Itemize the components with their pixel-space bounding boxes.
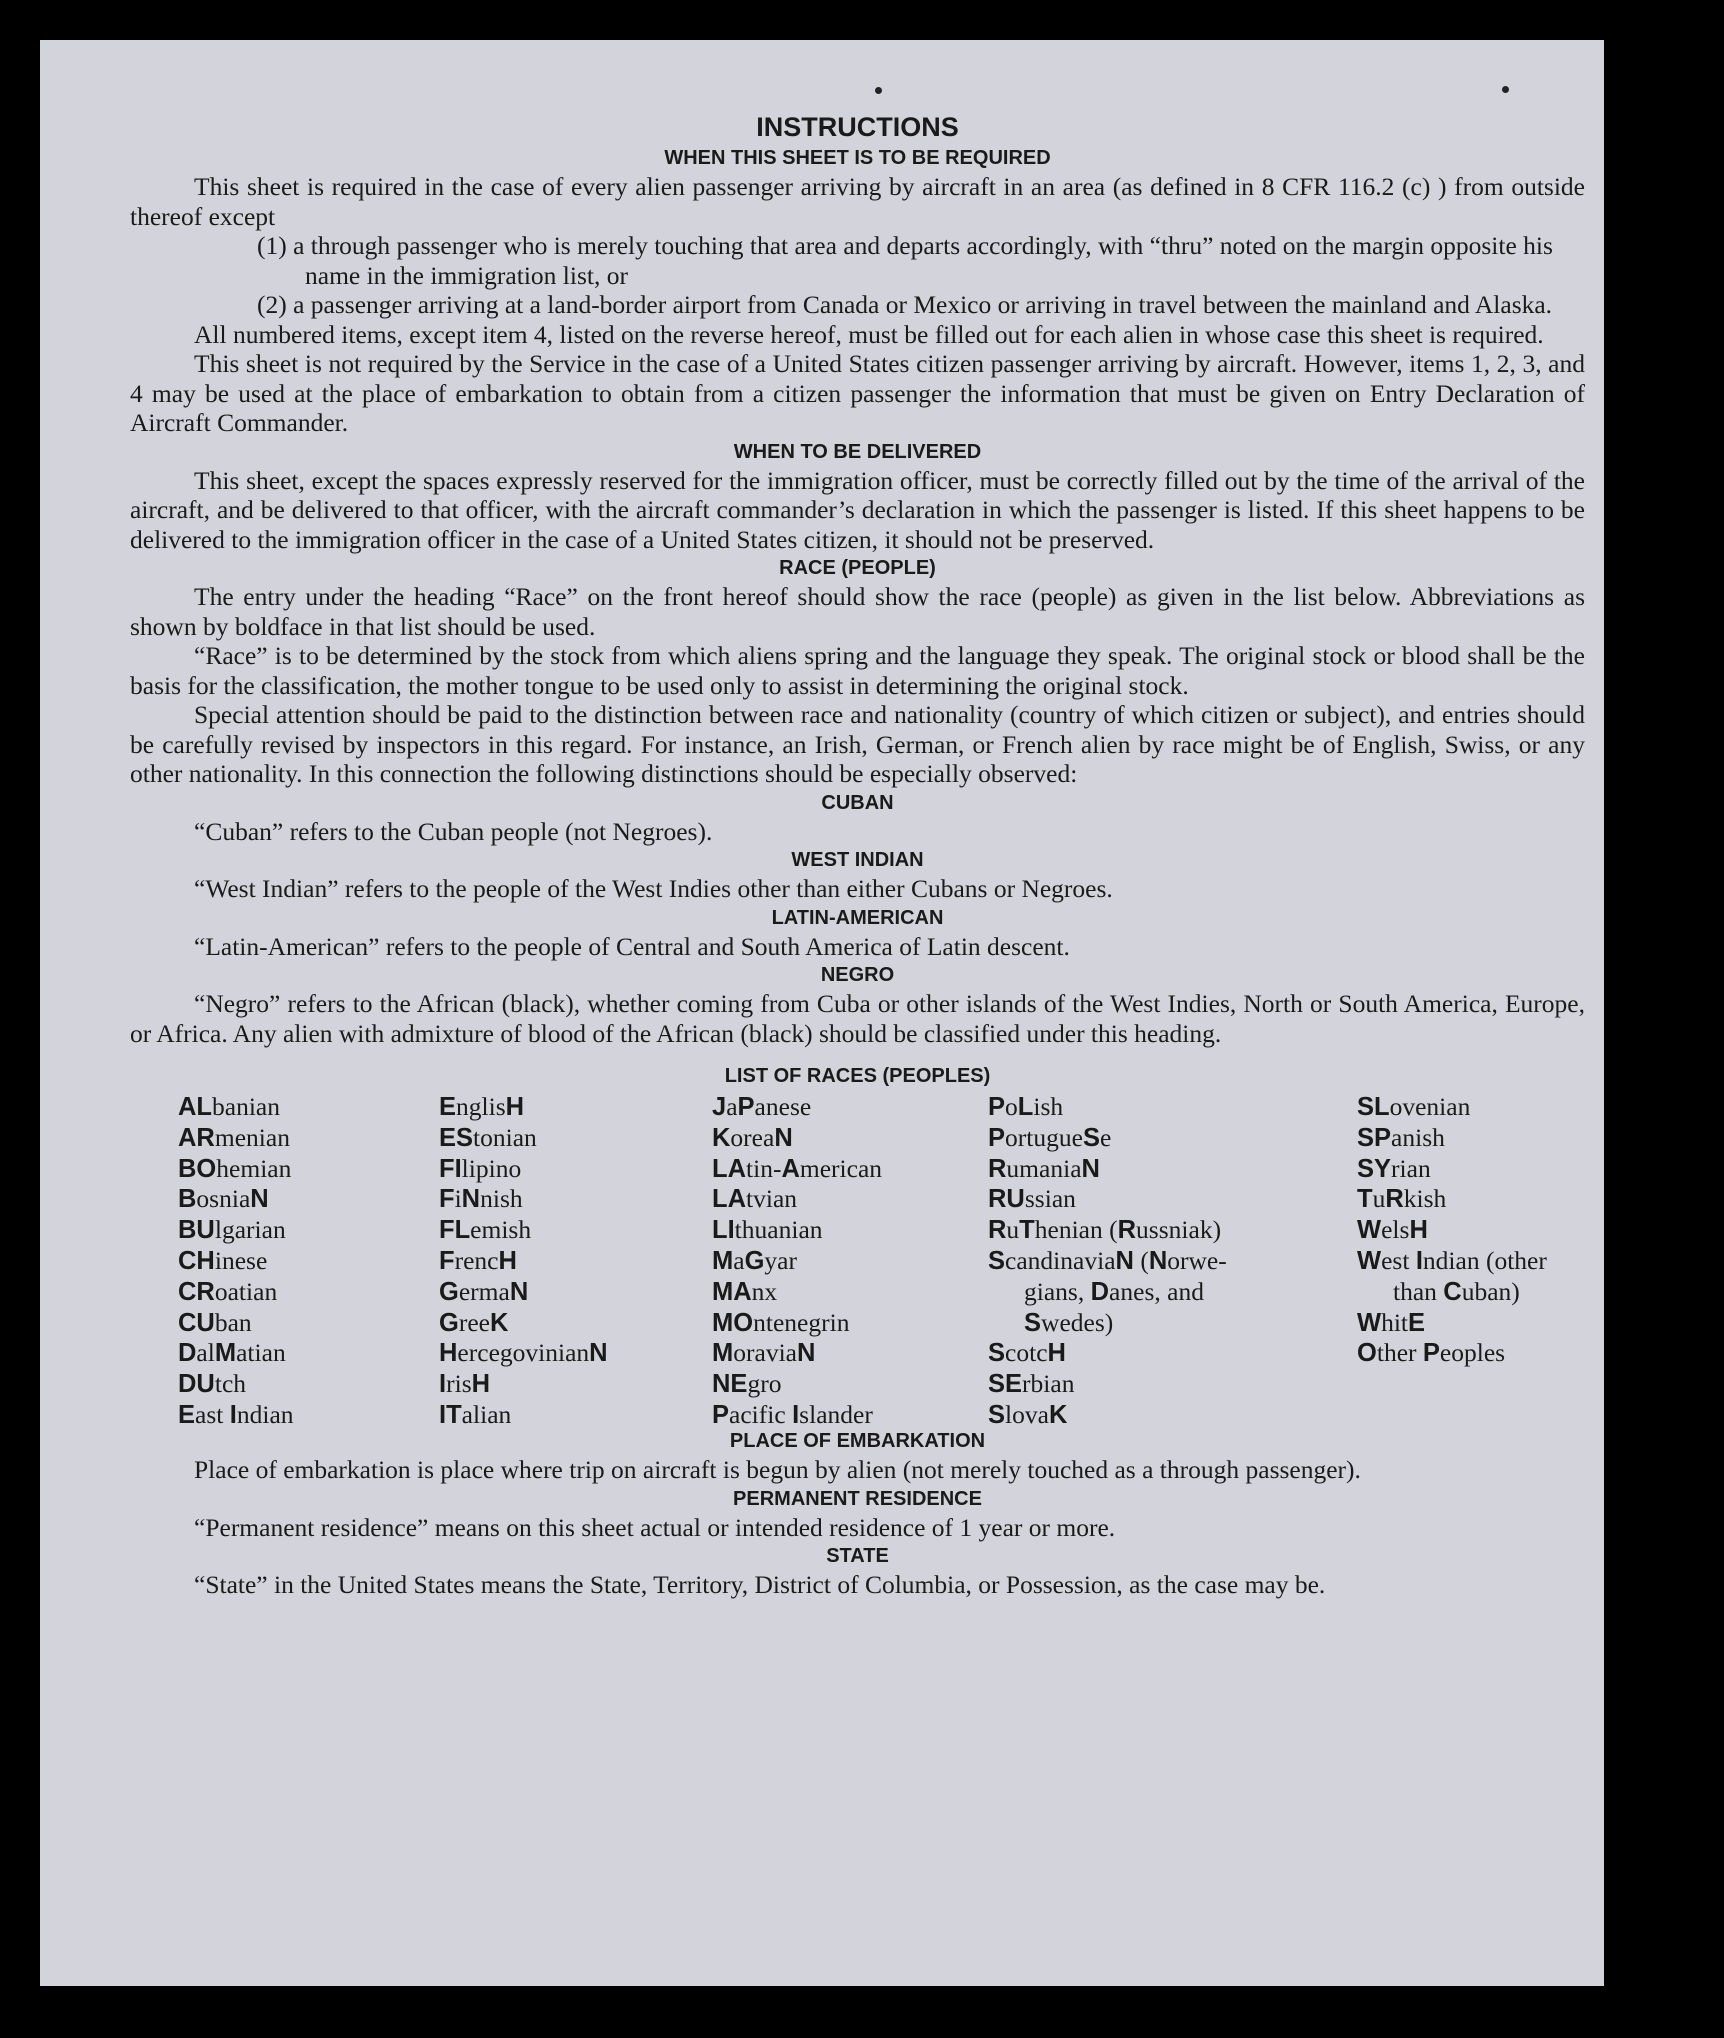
race-entry: Swedes) — [1024, 1307, 1114, 1337]
paragraph: “State” in the United States means the State, Territory, District of Columbia, or Possession, as the case may be. — [194, 1570, 1326, 1599]
race-entry: MOntenegrin — [712, 1307, 850, 1337]
race-entry: SErbian — [988, 1369, 1075, 1399]
race-entry: KoreaN — [712, 1122, 793, 1152]
race-entry: DalMatian — [178, 1338, 286, 1368]
heading-place-of-embarkation: PLACE OF EMBARKATION — [729, 1430, 986, 1452]
paragraph: “Negro” refers to the African (black), whether coming from Cuba or other islands of the West Indies, North or South America, Europe, or Africa. Any alien with admixture of blood of the African (black) should be classified under this heading. — [130, 989, 1585, 1048]
race-entry: GreeK — [439, 1307, 509, 1337]
race-entry: EnglisH — [439, 1092, 525, 1121]
race-column-2 — [439, 1092, 608, 1431]
race-entry: SlovaK — [988, 1399, 1068, 1429]
race-entry: MoraviaN — [712, 1338, 816, 1368]
page-title: INSTRUCTIONS — [756, 112, 959, 142]
race-entry: SYrian — [1357, 1153, 1431, 1183]
paragraph: “West Indian” refers to the people of the West Indies other than either Cubans or Negroes. — [194, 874, 1113, 903]
heading-when-delivered: WHEN TO BE DELIVERED — [733, 440, 982, 463]
race-entry: FIlipino — [439, 1153, 522, 1183]
race-entry: DUtch — [178, 1369, 247, 1399]
race-entry: PortugueSe — [988, 1122, 1112, 1152]
race-entry: ITalian — [439, 1399, 512, 1429]
race-entry: ScotcH — [988, 1338, 1066, 1368]
instructions-content — [130, 110, 1585, 1600]
heading-state: STATE — [826, 1545, 889, 1567]
race-entry: PoLish — [988, 1092, 1064, 1121]
race-entry: SLovenian — [1357, 1092, 1471, 1121]
race-entry: gians, Danes, and — [1024, 1276, 1204, 1306]
race-entry: CHinese — [178, 1245, 268, 1275]
race-entry: ARmenian — [178, 1122, 290, 1152]
paragraph: This sheet, except the spaces expressly reserved for the immigration officer, must be correctly filled out by the time of the arrival of the aircraft, and be delivered to that officer, with the aircraft commander’s declaration in which the passenger is listed. If this sheet happens to be delivered to the immigration officer in the case of a United States citizen, it should not be preserved. — [130, 465, 1585, 554]
paragraph: The entry under the heading “Race” on the front hereof should show the race (people) as given in the list below. Abbreviations as shown by boldface in that list should be used. — [130, 582, 1585, 641]
race-entry: ALbanian — [178, 1092, 280, 1121]
paragraph: This sheet is not required by the Service in the case of a United States citizen passenger arriving by aircraft. However, items 1, 2, 3, and 4 may be used at the place of embarkation to obtain from a citizen passenger the information that must be given on Entry Declaration of Aircraft Commander. — [130, 349, 1585, 437]
heading-list-of-races: LIST OF RACES (PEOPLES) — [724, 1065, 991, 1087]
list-item: (2) a passenger arriving at a land-border airport from Canada or Mexico or arriving in travel between the mainland and Alaska. — [257, 290, 1553, 319]
paragraph: This sheet is required in the case of every alien passenger arriving by aircraft in an area (as defined in 8 CFR 116.2 (c) ) from outside thereof except — [130, 172, 1585, 231]
heading-west-indian: WEST INDIAN — [791, 849, 924, 871]
race-entry: GermaN — [439, 1276, 529, 1306]
speck-mark — [1502, 86, 1509, 93]
list-item: (1) a through passenger who is merely touching that area and departs accordingly, with “thru” noted on the margin opposite his name in the immigration list, or — [257, 231, 1553, 290]
heading-permanent-residence: PERMANENT RESIDENCE — [733, 1487, 982, 1510]
paragraph: “Permanent residence” means on this sheet actual or intended residence of 1 year or more. — [194, 1512, 1116, 1542]
race-entry: WhitE — [1357, 1307, 1426, 1337]
race-entry: LAtvian — [712, 1184, 798, 1214]
heading-cuban: CUBAN — [821, 791, 894, 814]
race-entry: FLemish — [439, 1215, 532, 1245]
race-entry: LIthuanian — [712, 1215, 823, 1245]
race-entry: CRoatian — [178, 1276, 278, 1306]
race-entry: LAtin-American — [712, 1153, 883, 1183]
paragraph: All numbered items, except item 4, listed on the reverse hereof, must be filled out for each alien in whose case this sheet is required. — [194, 319, 1544, 349]
race-entry: FrencH — [439, 1245, 517, 1275]
race-entry: Pacific Islander — [712, 1399, 873, 1429]
document-page — [40, 40, 1604, 1986]
race-list — [130, 1092, 1585, 1427]
race-entry: NEgro — [712, 1369, 782, 1399]
paragraph: Special attention should be paid to the distinction between race and nationality (country of which citizen or subject), and entries should be carefully revised by inspectors in this regard. For instance, an Irish, German, or French alien by race might be of English, Swiss, or any other nationality. In this connection the following distinctions should be especially observed: — [130, 700, 1585, 788]
heading-negro: NEGRO — [820, 964, 895, 986]
paragraph: “Latin-American” refers to the people of Central and South America of Latin descent. — [194, 931, 1070, 961]
race-entry: HercegovinianN — [439, 1338, 608, 1368]
race-entry: EStonian — [439, 1122, 537, 1152]
race-column-1 — [178, 1092, 294, 1431]
race-column-4 — [988, 1092, 1227, 1431]
race-entry: RUssian — [988, 1184, 1076, 1214]
heading-when-required: WHEN THIS SHEET IS TO BE REQUIRED — [664, 147, 1051, 169]
race-entry: than Cuban) — [1393, 1276, 1520, 1306]
race-entry: MAnx — [712, 1276, 778, 1306]
race-entry: East Indian — [178, 1399, 294, 1429]
race-entry: CUban — [178, 1307, 252, 1337]
paragraph: “Cuban” refers to the Cuban people (not Negroes). — [194, 816, 713, 846]
race-entry: BOhemian — [178, 1153, 292, 1183]
heading-race: RACE (PEOPLE) — [779, 557, 936, 579]
race-entry: WelsH — [1357, 1215, 1428, 1245]
race-entry: RumaniaN — [988, 1153, 1100, 1183]
race-entry: MaGyar — [712, 1245, 797, 1275]
race-entry: Other Peoples — [1357, 1338, 1506, 1368]
race-entry: JaPanese — [712, 1092, 812, 1121]
race-entry: IrisH — [439, 1369, 491, 1399]
race-entry: BosniaN — [178, 1184, 269, 1214]
race-column-5 — [1357, 1092, 1547, 1369]
race-entry: TuRkish — [1357, 1184, 1447, 1214]
race-entry: ScandinaviaN (Norwe- — [988, 1245, 1227, 1275]
paragraph: “Race” is to be determined by the stock from which aliens spring and the language they speak. The original stock or blood shall be the basis for the classification, the mother tongue to be used only to assist in determining the original stock. — [130, 641, 1585, 700]
paragraph: Place of embarkation is place where trip on aircraft is begun by alien (not merely touched as a through passenger). — [194, 1455, 1361, 1484]
race-entry: RuThenian (Russniak) — [988, 1215, 1222, 1245]
race-entry: SPanish — [1357, 1122, 1445, 1152]
race-entry: FiNnish — [439, 1184, 523, 1214]
speck-mark — [875, 87, 882, 94]
race-entry: West Indian (other — [1357, 1245, 1547, 1275]
race-column-3 — [712, 1092, 882, 1431]
heading-latin-american: LATIN-AMERICAN — [771, 906, 944, 929]
race-entry: BUlgarian — [178, 1215, 286, 1245]
